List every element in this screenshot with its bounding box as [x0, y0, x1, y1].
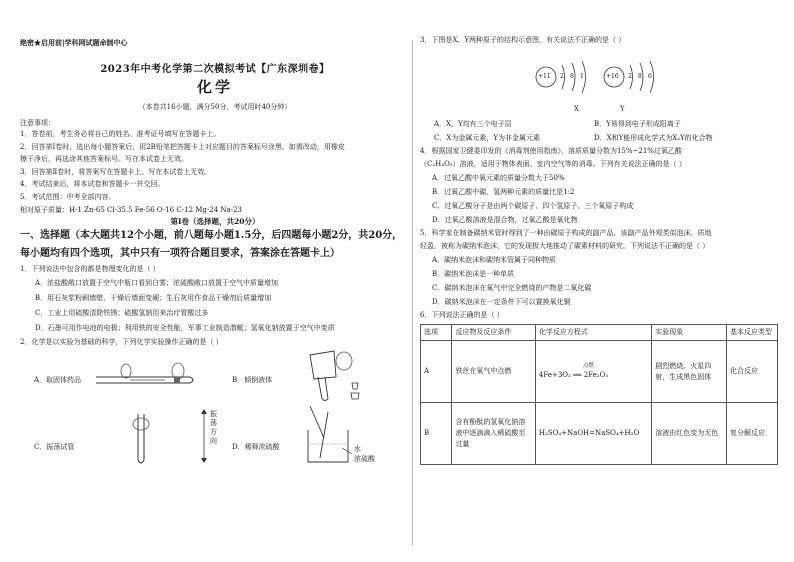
q3-option-a: A．X、Y均有三个电子层	[434, 120, 512, 128]
pouring-liquid-illustration	[288, 349, 368, 403]
table-header-cell: 选项	[421, 325, 452, 341]
q2-option-a: A．取固体药品	[34, 376, 82, 385]
q2-option-d: D．稀释浓硫酸	[232, 443, 280, 452]
q4-option-a: A．过氧乙酸中氧元素的质量分数大于50%	[432, 174, 565, 182]
atom-x-shell-3: 1	[580, 73, 584, 80]
notes-heading: 注意事项：	[20, 119, 55, 127]
table-header-cell: 化学反应方程式	[535, 325, 651, 341]
table-cell-reaction: 铁丝在氧气中点燃	[452, 341, 535, 403]
table-header-cell: 基本反应类型	[727, 325, 778, 341]
note-line: 3．回答第Ⅱ卷时，将答案写在答题卡上。写在本试卷上无效。	[20, 167, 212, 176]
q5-option-d: D．碳纳米泡沫在一定条件下可以置换氧化铜	[432, 298, 571, 306]
q4-option-d: D．过氧乙酸溶液是混合物，过氧乙酸是氧化物	[432, 216, 578, 224]
q2-figure-row-1	[20, 349, 410, 404]
table-row	[421, 341, 778, 403]
beaker-label-acid: 浓硫酸	[354, 455, 375, 464]
note-line: 4．考试结束后，将本试卷和答题卡一并交回。	[20, 180, 165, 189]
note-line: 2．回答第Ⅰ卷时，选出每小题答案后，用2B铅笔把答题卡上对应题目的答案标号涂黑。如需改动，用橡皮	[20, 142, 345, 151]
q1-option-d: D．石墨可用作电池的电极；利用铁的安全性能，军事工业制造潜艇；氢氧化钠放置于空气中变质	[35, 324, 335, 333]
q6-table	[420, 324, 778, 465]
q2-figure-row-2	[20, 404, 410, 470]
q3-stem: 3．下图是X、Y两种原子的结构示意图，有关说法不正确的是（ ）	[420, 36, 626, 44]
table-cell-option: B	[421, 403, 452, 465]
atom-x-shell-1: 2	[560, 73, 564, 80]
table-cell-type: 复分解反应	[727, 403, 778, 465]
q4-option-b: B．过氧乙酸中碳、氢两种元素的质量比是1:2	[432, 188, 575, 196]
note-line: 擦干净后，再选涂其他答案标号。写在本试卷上无效。	[20, 155, 188, 164]
beaker-label-water: 水	[354, 445, 361, 454]
table-row	[421, 403, 778, 465]
test-tube-solid-illustration	[90, 353, 200, 399]
shaking-test-tube-illustration	[98, 410, 188, 470]
exam-title: 2023年中考化学第二次模拟考试【广东深圳卷】	[100, 64, 330, 75]
shake-direction-label: 振荡方向	[210, 410, 217, 446]
q4-stem-line: 4．根据国家卫健委印发的《消毒剂使用指南》，溶质质量分数为15%~21%过氧乙酸	[420, 147, 682, 155]
q4-stem-line: （C₂H₄O₃）溶液，适用于物体表面、室内空气等的消毒。下列有关说法正确的是（ ）	[420, 160, 686, 168]
note-line: 1．答卷前，考生务必将自己的姓名、准考证号填写在答题卡上。	[20, 130, 221, 138]
shake-direction-arrow-icon	[198, 408, 210, 464]
q3-option-b: B．Y易得到电子形成阳离子	[594, 120, 681, 128]
atom-y-shell-1: 2	[628, 73, 632, 80]
q5-stem-line: 5．科学家在制备碳纳米管时得到了一种由碳原子构成的副产品，该副产品外观类似泡沫、质地	[420, 229, 712, 237]
exam-info: （本卷共16小题，满分50分，考试用时40分钟）	[138, 103, 292, 111]
q3-option-d: D．X和Y能形成化学式为X₂Y的化合物	[594, 134, 713, 142]
q2-stem: 2．化学是以实验为基础的科学，下列化学实验操作正确的是（ ）	[20, 338, 223, 347]
section1-title: 一、选择题（本大题共12个小题，前八题每小题1.5分，后四题每小题2分，共20分，每小题均有四个选项，其中只有一项符合题目要求，答案涂在答题卡上）	[20, 230, 403, 260]
q1-option-b: B．用石灰浆粉刷墙壁，干燥后墙面变硬；生石灰用作食品干燥剂后质量增加	[35, 294, 272, 303]
table-cell-equation-wrap	[535, 341, 651, 403]
table-cell-equation: 4Fe+3O₂ ══ 2Fe₂O₃	[538, 370, 609, 379]
reaction-condition: 点燃	[582, 362, 594, 369]
atom-x-nucleus: +11	[538, 73, 551, 80]
table-cell-phenomenon: 溶液由红色变为无色	[652, 403, 727, 465]
atom-y-label: Y	[620, 105, 625, 113]
q3-option-c: C．X为金属元素，Y为非金属元素	[434, 134, 540, 142]
secret-mark: 绝密★启用前|学科网试题命制中心	[20, 38, 128, 47]
q5-option-a: A．碳纳米泡沫和碳纳米管属于同种物质	[432, 256, 557, 264]
q1-stem: 1．下列说法中包含的都是物理变化的是（ ）	[20, 265, 160, 274]
atom-y-nucleus: +16	[606, 73, 619, 80]
q3-options	[420, 117, 788, 145]
table-cell-equation: H₂SO₄+NaOH=NaSO₄+H₂O	[535, 403, 651, 465]
left-column	[20, 34, 410, 470]
q1-option-c: C．工业上用硫酸清除铁锈；硫酸氢钠用来治疗胃酸过多	[35, 309, 209, 318]
subject-title: 化学	[196, 78, 233, 96]
section1-heading: 第Ⅰ卷（选择题，共20分）	[170, 217, 260, 227]
atomic-mass: 相对原子质量：H-1 Zn-65 Cl-35.5 Fe-56 O-16 C-12 Mg-24 Na-23	[20, 205, 242, 214]
atom-y-shell-3: 6	[648, 73, 652, 80]
q3-atom-diagram	[420, 47, 788, 117]
q6-stem: 6．下列说法正确的是（ ）	[420, 311, 504, 319]
note-line: 5．考试范围：中考全部内容。	[20, 192, 116, 201]
table-header-row	[421, 325, 778, 341]
table-cell-reaction: 含有酚酞的氢氧化钠溶液中逐滴滴入稀硫酸至过量	[452, 403, 535, 465]
q4-option-c: C．过氧乙酸分子是由两个碳原子、四个氢原子、三个氧原子构成	[432, 202, 634, 210]
q2-option-c: C．振荡试管	[34, 443, 75, 452]
q2-option-b: B．倾倒液体	[232, 376, 273, 385]
column-divider	[412, 40, 413, 545]
atom-y-shell-2: 8	[638, 73, 642, 80]
atom-x-label: X	[574, 105, 579, 113]
table-cell-option: A	[421, 341, 452, 403]
right-column	[420, 34, 788, 465]
q5-stem-line: 轻盈，被称为碳纳米泡沫，它的发现极大地推动了碳素材料的研究。下列说法不正确的是（ ）	[420, 242, 710, 250]
q1-option-a: A．浓盐酸敞口放置于空气中瓶口看到白雾；浓硫酸敞口放置于空气中质量增加	[35, 279, 279, 288]
table-header-cell: 实验现象	[652, 325, 727, 341]
atom-x-shell-2: 8	[570, 73, 574, 80]
q5-option-c: C．碳纳米泡沫在氧气中完全燃烧的产物是二氧化碳	[432, 284, 592, 292]
q5-option-b: B．碳纳米泡沫是一种单质	[432, 270, 515, 278]
table-cell-phenomenon: 剧烈燃烧、火星四射，生成黑色固体	[652, 341, 727, 403]
table-header-cell: 反应物及反应条件	[452, 325, 535, 341]
table-cell-type: 化合反应	[727, 341, 778, 403]
